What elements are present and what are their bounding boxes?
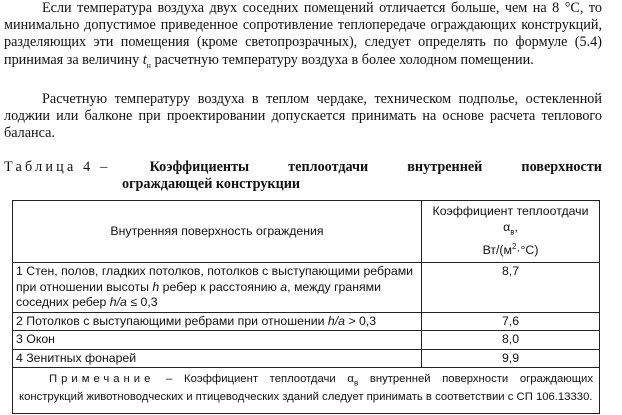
- table-row: [13, 263, 600, 313]
- table-header-row: [13, 201, 600, 263]
- row-2-text-a: 2 Потолков с выступающими ребрами при отношении: [16, 313, 328, 328]
- row-3-desc: 3 Окон: [13, 331, 422, 350]
- note-dash: –: [154, 373, 184, 386]
- row-2-desc: [13, 312, 422, 331]
- table-note-row: [13, 368, 600, 414]
- table-row: [13, 331, 600, 350]
- row-2-text-d: > 0,3: [345, 313, 377, 328]
- header-coef-text: Коэффициент теплоотдачи α: [432, 204, 589, 234]
- row-1-ratio: h/a: [109, 295, 127, 310]
- row-2-ratio: h/a: [327, 313, 346, 328]
- row-4-desc: 4 Зенитных фонарей: [13, 349, 422, 368]
- paragraph-2: Расчетную температуру воздуха в теплом чердаке, техническом подполье, остекленной лоджии или балконе при проектировании допускается принимать на основе расчета теплового баланса.: [4, 91, 602, 142]
- note-text-a: Коэффициент теплоотдачи α: [183, 373, 354, 386]
- header-unit-sup: 2: [511, 242, 517, 252]
- row-1-text-a: 1 Стен, полов, гладких потолков, потолков с выступающими ребрами при отношении высоты: [16, 264, 414, 294]
- row-1-var-a: a: [280, 279, 288, 294]
- row-1-var-h: h: [152, 279, 160, 294]
- header-unit-end: ·°С): [516, 243, 539, 258]
- variable-t: t: [142, 51, 147, 68]
- table-note: [13, 368, 600, 414]
- row-3-value: 8,0: [422, 331, 600, 350]
- heat-transfer-table: [12, 200, 600, 414]
- note-sub: в: [353, 378, 359, 388]
- table-title-word-1: Коэффициенты: [149, 159, 250, 175]
- table-title-line-2: ограждающей конструкции: [122, 176, 301, 192]
- table-caption: [4, 159, 602, 193]
- table-title-word-2: теплоотдачи: [288, 159, 369, 175]
- row-4-value: 9,9: [422, 349, 600, 368]
- table-row: [13, 349, 600, 368]
- row-2-value: 7,6: [422, 312, 600, 331]
- row-1-text-b: ребер к расстоянию: [159, 279, 281, 294]
- paragraph-1: [4, 0, 602, 74]
- table-caption-label: Таблица 4 –: [4, 159, 111, 175]
- row-1-desc: [13, 263, 422, 313]
- paragraph-1-text-b: расчетную температуру воздуха в более холодном помещении.: [150, 51, 534, 68]
- row-1-value: 8,7: [422, 263, 600, 313]
- header-unit-text: Вт/(м: [482, 243, 512, 258]
- note-label: Примечание: [49, 373, 155, 386]
- table-header-coefficient: Коэффициент теплоотдачи $\alpha_в$, $Вт/(м^2\cdot^\circ С)$: [422, 201, 600, 263]
- table-title-word-4: поверхности: [521, 159, 602, 175]
- table-header-surface: Внутренняя поверхность ограждения: [13, 201, 422, 263]
- row-1-text-d: ≤ 0,3: [126, 295, 158, 310]
- row-1-text-c: , между гранями соседних ребер: [16, 279, 381, 310]
- header-coef-sub: в: [510, 226, 515, 236]
- variable-t-subscript: н: [146, 60, 151, 70]
- note-text-b: внутренней поверхности ограждающих конструкций животноводческих и птицеводческих зданий следует принимать в соответствии с СП 106.13330.: [19, 373, 593, 404]
- paragraph-1-text-a: Если температура воздуха двух соседних помещений отличается больше, чем на 8 °С, то минимально допустимое приведенное сопротивление теплопередаче ограждающих конструкций, разделяющих эти помещения (кроме светопрозрачных), следует определять по формуле (5.4) принимая за величину: [4, 0, 602, 68]
- table-row: [13, 312, 600, 331]
- table-title-word-3: внутренней: [407, 159, 483, 175]
